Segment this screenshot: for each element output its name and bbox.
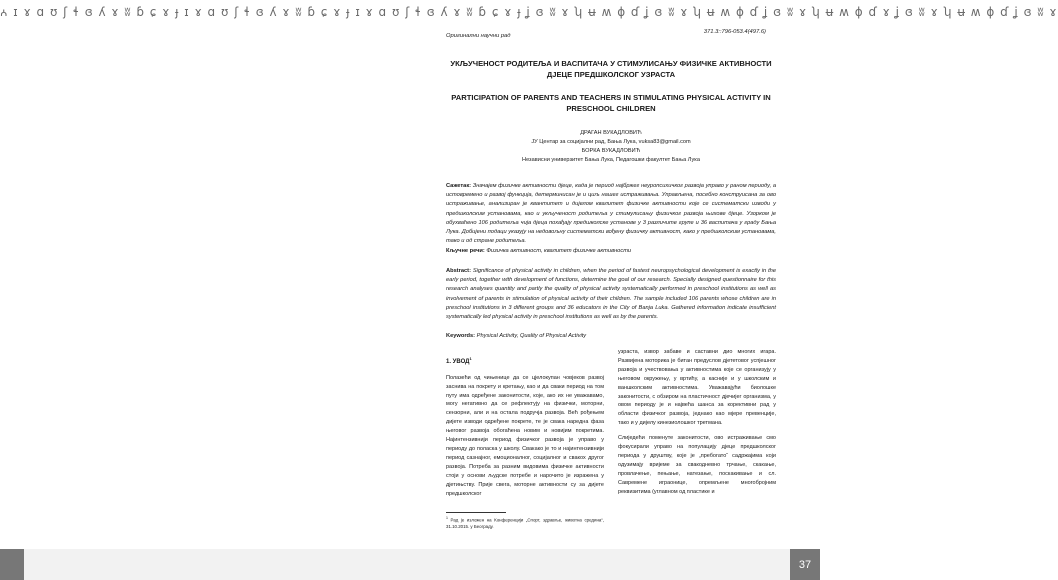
left-margin [0, 22, 24, 580]
keywords-english [446, 332, 776, 341]
keywords-english-label: Keywords: [446, 333, 476, 339]
abstract-english-label: Abstract: [446, 268, 471, 274]
keywords-serbian-label: Кључне речи: [446, 248, 485, 254]
footnote-marker: 1 [446, 516, 448, 520]
keywords-serbian-text: Физичка активност, квалитет физичке активности [486, 248, 632, 254]
body-paragraph: узраста, извор забаве и саставни дио многих игара. Развијена моторика је битан предуслов дјететовог успјешног развоја и учествовања у активностима које се организују у његовом окружењу, у вртићу, а касније и у школским и ваншколским активностима. Уважавајући биолошке законитости, с обзиром на пластичност дјечијег организма, у овом периоду је и највећа шанса за корективни рад у области физичког развоја, једнако као мјере превенције, тако и у дијелу кинезиолошког третмана. [618, 349, 776, 427]
page-number: 37 [790, 549, 820, 580]
author-2-name: БОРКА ВУКАДЛОВИЋ [581, 148, 641, 154]
keywords-english-text: Physical Activity, Quality of Physical Activity [476, 333, 587, 339]
paper-type-label: Оригинални научни рад [446, 33, 511, 39]
abstract-english [446, 267, 776, 322]
body-column-right [618, 348, 776, 503]
article-page [440, 26, 780, 546]
keywords-serbian [446, 247, 776, 256]
footnote-text: Рад је изложен на Конференцији „Спорт, здравље, животна средина“, 31.10.2015. у Београду. [446, 517, 604, 530]
header-row [446, 29, 776, 42]
body-column-left [446, 356, 604, 504]
abstract-english-text: Significance of physical activity in children, when the period of fastest neuropsychological development is exactly in the early period, together with development of functions, determine the goal of our research. Specially designed questionnaire for this research analyses quantity and partly the quality of physical activity systematically performed in preschool institutions as well as involvement of parents in stimulation of physical activity of their children. The sample included 106 parents whose children are in preschool institutions in 3 different groups and 36 educators in the City of Banja Luka. Gathered information indicate insufficient systematically led physical activity in preschool institutions as well as by the parents. [446, 268, 776, 321]
author-1 [446, 129, 776, 146]
footer-bar [0, 549, 820, 580]
decorative-header-band [0, 0, 1058, 22]
section-heading-intro [446, 356, 604, 368]
section-heading-text: 1. УВОД [446, 359, 470, 365]
udc-code: 371.3::796-053.4(497.6) [703, 29, 766, 35]
author-2 [446, 147, 776, 164]
summary-serbian [446, 182, 776, 247]
title-serbian: УКЉУЧЕНОСТ РОДИТЕЉА И ВАСПИТАЧА У СТИМУЛИСАЊУ ФИЗИЧКЕ АКТИВНОСТИ ДЈЕЦЕ ПРЕДШКОЛСКОГ УЗРАСТА [450, 59, 772, 79]
section-heading-footnote-ref: 1 [469, 356, 472, 361]
footnote [446, 516, 604, 531]
author-1-name: ДРАГАН ВУКАДЛОВИЋ [580, 130, 642, 136]
body-paragraph: Полазећи од чињенице да се цјелокупан човјеков развој заснива на покрету и кретању, као и да сваки период на том путу има одређене законитости, које, ако их не уважавамо, могу негативно да се рефлектују на физички, моторни, сензорни, али и на остала подручја развоја. Већ рођењем дијете изводи одређене покрете, те је свака наредна фаза његовог развоја обогаћена новим и новијим покретима. Најинтензивнији период физичког развоја је управо у периоду до поласка у школу. Свакако је то и најинтензивнији период сазнајног, емоционалног, социјалног и свакох другог развоја. Потреба за разним видовима физичке активности стоји у основи људске потребе и нарочито је изражена у дјетињству. Прије свега, моторне активности су за дијете предшколског [446, 374, 604, 497]
title-english: PARTICIPATION OF PARENTS AND TEACHERS IN STIMULATING PHYSICAL ACTIVITY IN PRESCHOOL CHILDREN [451, 93, 771, 113]
summary-serbian-label: Сажетак: [446, 183, 472, 189]
summary-serbian-text: Значајем физичке активности дјеце, када је период најбржег неуропсихичког развоја управо у раном периоду, а истовремено и развој функција, детерминисан је и циљ нашег истраживања. Управљена, посебно конструисана за ово истраживање, анализиран је квантитет и дијелом квалитет физичке активности које се систематски изводи у предшколским установама, као и укљученост родитеља у стимулисању физичког развоја њихове дјеце. Узорком је обухваћено 106 родитеља чија дјеца похађају предшколске установе у 3 различите групе и 36 васпитача у граду Бања Лука. Добијени подаци указују на недовољну систематски вођену физичку активност, како у предшколским установама, тако и од стране родитеља. [446, 183, 776, 245]
author-1-affiliation: ЈУ Центар за социјални рад, Бања Лука, vuksa83@gmail.com [531, 138, 691, 145]
footnote-divider [446, 512, 506, 513]
body-paragraph: Слиједећи поменуте законитости, ово истраживање смо фокусирали управо на популацију дјеце предшколског периода у друштву, које је „пребогато“ садржајима који одузимају вријеме за свакодневно трчање, скакање, провлачење, пењање, натезање, поскакивање и сл. Савремене играонице, опремљене многобројним реквизитима (углавном од пластике и [618, 435, 776, 495]
decorative-glyph-row: ꭅ ɪ ɤ ɑ ʊ ʃ ɬ ɞ ʎ ɤ ʬ ɓ ɕ ɤ ɟ ɪ ɤ ɑ ʊ ʃ ɬ ɞ ʎ ɤ ʬ ɓ ɕ ɤ ɟ ɪ ɤ ɑ ʊ ʃ ɬ ɞ ʎ ɤ ʬ ɓ ɕ ɤ ɟ ʝ ɞ ʬ ɤ ʮ ʉ ʍ ɸ ɗ ʝ ɞ ʬ ɤ ʮ ʉ ʍ ɸ ɗ ʝ ɞ ʬ ɤ ʮ ʉ ʍ ɸ ɗ ɤ ʝ ɞ ʬ ɤ ʮ ʉ ʍ ɸ ɗ ʝ ɞ ʬ ɤ [0, 5, 1058, 19]
footer-left-marker [0, 549, 24, 580]
author-2-affiliation: Независни универзитет Бања Лука, Педагошки факултет Бања Лука [522, 156, 700, 163]
